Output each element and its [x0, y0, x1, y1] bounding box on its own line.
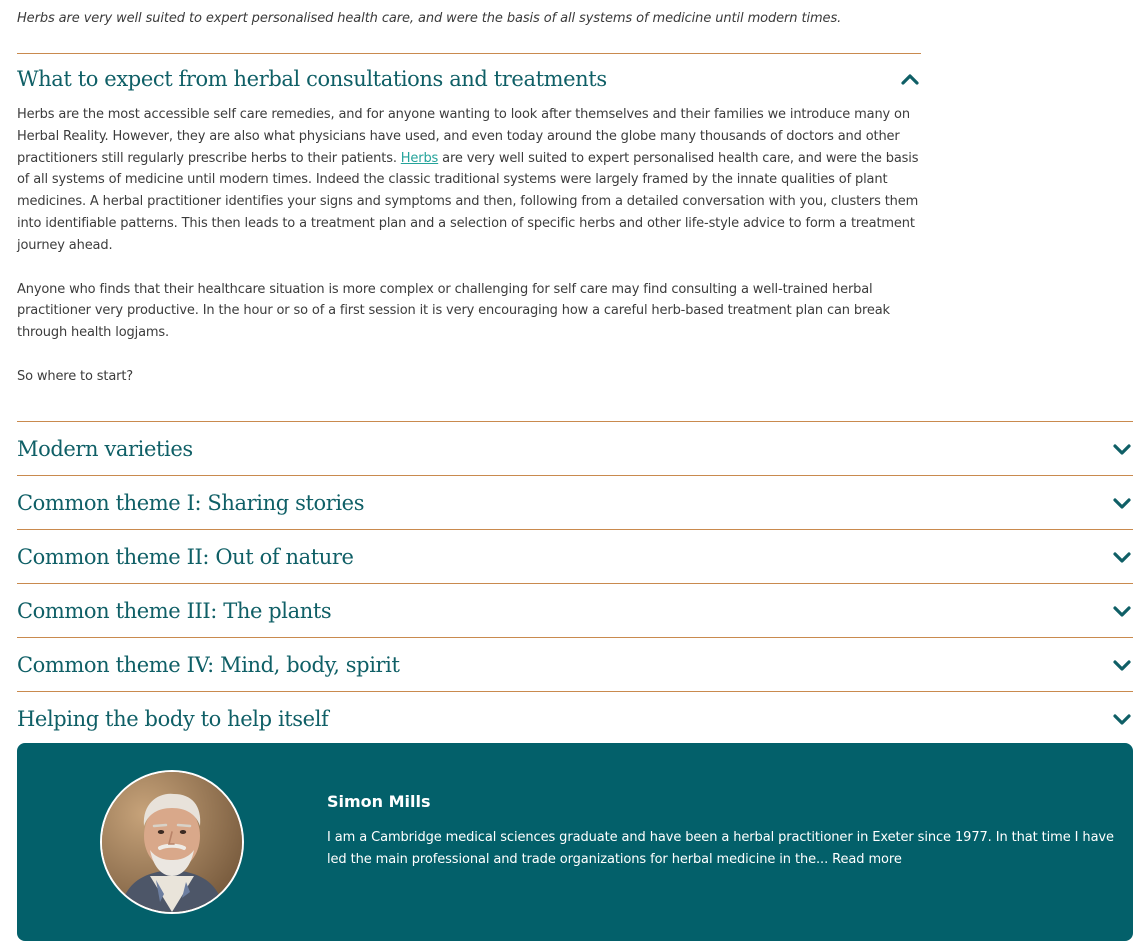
- accordion-item-modern-varieties[interactable]: [17, 421, 1133, 475]
- author-card: [17, 743, 1133, 941]
- chevron-down-icon[interactable]: [1112, 439, 1132, 459]
- accordion-title: Common theme I: Sharing stories: [17, 490, 365, 515]
- body-paragraph: [17, 104, 921, 257]
- paragraph-text: are very well suited to expert personalised health care, and were the basis of all systems of medicine until modern times. Indeed the classic traditional systems were largely framed by the innate qualities of plant medicines. A herbal practitioner identifies your signs and symptoms and then, following from a detailed conversation with you, clusters them into identifiable patterns. This then leads to a treatment plan and a selection of specific herbs and other life-style advice to form a treatment journey ahead.: [17, 150, 919, 253]
- accordion-title: Modern varieties: [17, 436, 193, 461]
- accordion-body: [17, 104, 921, 388]
- chevron-down-icon[interactable]: [1112, 655, 1132, 675]
- accordion-title: Common theme III: The plants: [17, 598, 332, 623]
- accordion-item-helping-the-body[interactable]: [17, 691, 1133, 745]
- chevron-down-icon[interactable]: [1112, 493, 1132, 513]
- accordion-list: [17, 421, 1133, 745]
- chevron-down-icon[interactable]: [1112, 709, 1132, 729]
- chevron-up-icon[interactable]: [900, 69, 920, 89]
- accordion-title: Common theme IV: Mind, body, spirit: [17, 652, 400, 677]
- chevron-down-icon[interactable]: [1112, 547, 1132, 567]
- accordion-item-the-plants[interactable]: [17, 583, 1133, 637]
- accordion-header-consultations[interactable]: [17, 54, 921, 104]
- herbs-link[interactable]: Herbs: [400, 150, 439, 166]
- body-paragraph: So where to start?: [17, 368, 134, 384]
- accordion-item-mind-body-spirit[interactable]: [17, 637, 1133, 691]
- accordion-section-consultations: [17, 53, 921, 410]
- accordion-title: Helping the body to help itself: [17, 706, 329, 731]
- accordion-item-out-of-nature[interactable]: [17, 529, 1133, 583]
- accordion-title: Common theme II: Out of nature: [17, 544, 354, 569]
- paragraph-text: Herbs are the most accessible self care remedies, and for anyone wanting to look after themselves and their families we introduce many on Herbal Reality. However, they are also what physicians have used, and even today around the globe many thousands of doctors and other practitioners still regularly prescribe herbs to their patients.: [17, 107, 910, 166]
- author-name: Simon Mills: [327, 792, 431, 811]
- accordion-item-sharing-stories[interactable]: [17, 475, 1133, 529]
- chevron-down-icon[interactable]: [1112, 601, 1132, 621]
- author-bio-text: I am a Cambridge medical sciences graduate and have been a herbal practitioner in Exeter since 1977. In that time I have led the main professional and trade organizations for herbal medicine in the...: [327, 830, 1114, 867]
- author-avatar: [100, 770, 244, 914]
- author-bio: [327, 827, 1117, 870]
- accordion-title: What to expect from herbal consultations and treatments: [17, 67, 607, 91]
- intro-text: Herbs are very well suited to expert personalised health care, and were the basis of all systems of medicine until modern times.: [17, 11, 842, 26]
- read-more-link[interactable]: Read more: [832, 851, 902, 867]
- body-paragraph: Anyone who finds that their healthcare situation is more complex or challenging for self care may find consulting a well-trained herbal practitioner very productive. In the hour or so of a first session it is very encouraging how a careful herb-based treatment plan can break through health logjams.: [17, 281, 890, 341]
